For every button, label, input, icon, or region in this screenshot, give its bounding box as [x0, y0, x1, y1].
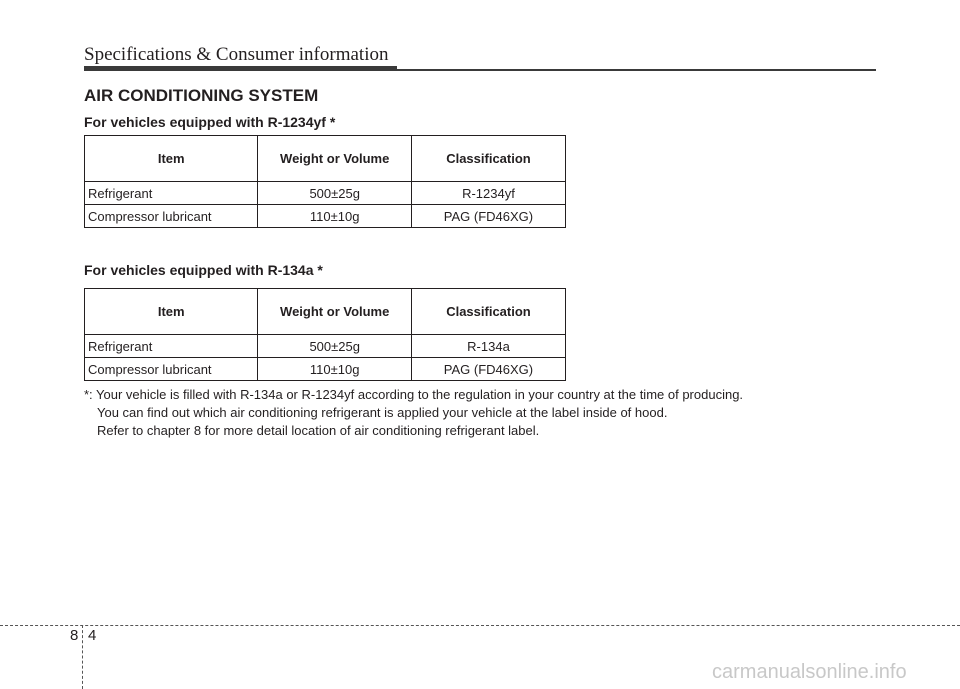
table-row	[85, 358, 566, 381]
header-rule-thin	[397, 69, 876, 71]
watermark-text: carmanualsonline.info	[712, 661, 907, 683]
cell-item: Compressor lubricant	[85, 205, 258, 228]
table2-caption: For vehicles equipped with R-134a *	[84, 262, 323, 278]
cell-classification: R-1234yf	[411, 182, 565, 205]
table-header-row	[85, 289, 566, 335]
cell-weight: 110±10g	[258, 358, 411, 381]
footer-chapter-number: 8	[70, 627, 79, 644]
table-row	[85, 205, 566, 228]
table-row	[85, 335, 566, 358]
table1-caption: For vehicles equipped with R-1234yf *	[84, 114, 336, 130]
column-header-item: Item	[85, 289, 258, 335]
footer-page-number: 4	[88, 627, 97, 644]
cell-classification: PAG (FD46XG)	[411, 205, 565, 228]
footnote-line-1: *: Your vehicle is filled with R-134a or R-1234yf according to the regulation in your country at the time of producing.	[84, 387, 744, 402]
cell-item: Refrigerant	[85, 182, 258, 205]
cell-classification: PAG (FD46XG)	[411, 358, 565, 381]
cell-item: Refrigerant	[85, 335, 258, 358]
table-header-row	[85, 136, 566, 182]
cell-weight: 110±10g	[258, 205, 411, 228]
spec-table-r134a	[84, 288, 566, 381]
cell-weight: 500±25g	[258, 335, 411, 358]
footer-dashed-rule	[0, 625, 960, 626]
cell-weight: 500±25g	[258, 182, 411, 205]
page-header-title: Specifications & Consumer information	[84, 44, 389, 65]
spec-table-r1234yf	[84, 135, 566, 228]
column-header-item: Item	[85, 136, 258, 182]
cell-item: Compressor lubricant	[85, 358, 258, 381]
cell-classification: R-134a	[411, 335, 565, 358]
footnote-line-2: You can find out which air conditioning refrigerant is applied your vehicle at the label inside of hood.	[97, 405, 668, 420]
column-header-weight: Weight or Volume	[258, 136, 411, 182]
section-title: AIR CONDITIONING SYSTEM	[84, 86, 319, 105]
column-header-classification: Classification	[411, 136, 565, 182]
column-header-classification: Classification	[411, 289, 565, 335]
table-row	[85, 182, 566, 205]
footer-dashed-divider	[82, 625, 83, 689]
footnote-line-3: Refer to chapter 8 for more detail location of air conditioning refrigerant label.	[97, 423, 540, 438]
header-rule-thick	[84, 66, 397, 71]
column-header-weight: Weight or Volume	[258, 289, 411, 335]
